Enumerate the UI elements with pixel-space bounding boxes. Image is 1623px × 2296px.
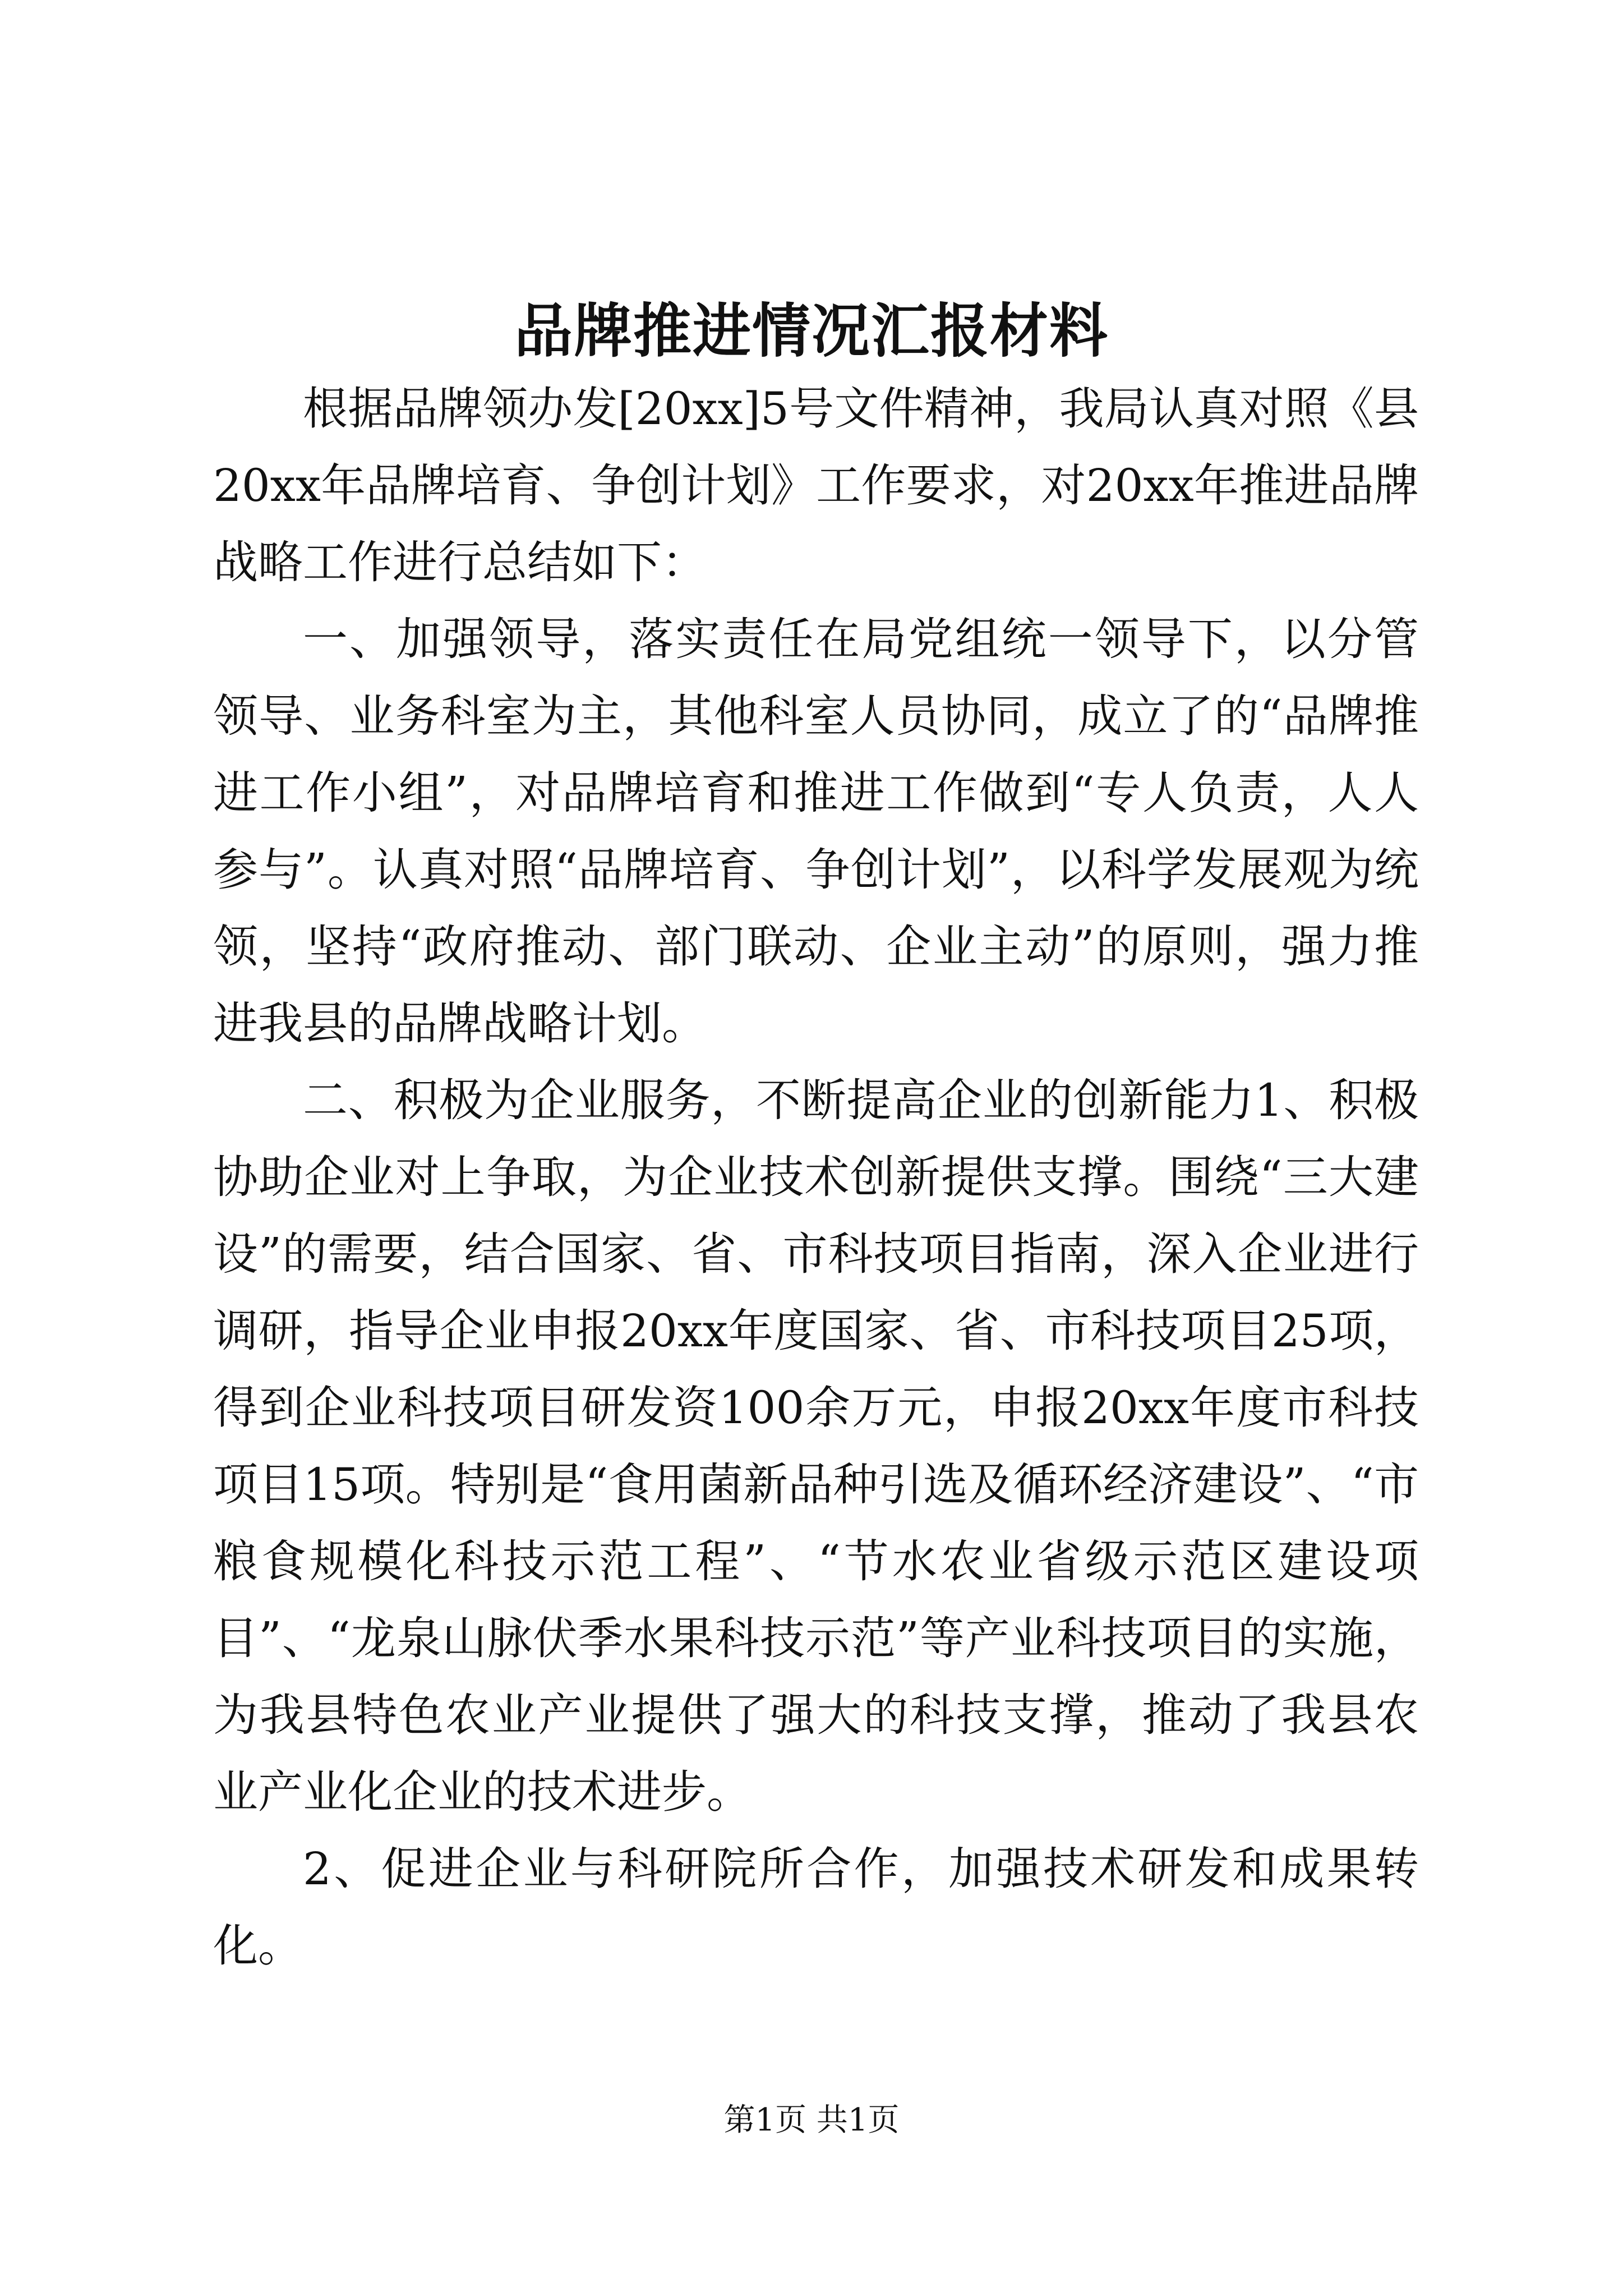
page-footer: 第1页 共1页 <box>723 2102 900 2138</box>
document-body <box>213 370 1419 1984</box>
paragraph-section-1: 一、加强领导，落实责任在局党组统一领导下，以分管领导、业务科室为主，其他科室人员协同，成立了的“品牌推进工作小组”，对品牌培育和推进工作做到“专人负责，人人参与”。认真对照“品牌培育、争创计划”，以科学发展观为统领，坚持“政府推动、部门联动、企业主动”的原则，强力推进我县的品牌战略计划。 <box>213 613 1419 1050</box>
document-title: 品牌推进情况汇报材料 <box>514 296 1109 365</box>
paragraph-section-2: 二、积极为企业服务，不断提高企业的创新能力1、积极协助企业对上争取，为企业技术创新提供支撑。围绕“三大建设”的需要，结合国家、省、市科技项目指南，深入企业进行调研，指导企业申报20xx年度国家、省、市科技项目25项，得到企业科技项目研发资100余万元，申报20xx年度市科技项目15项。特别是“食用菌新品种引选及循环经济建设”、“市粮食规模化科技示范工程”、“节水农业省级示范区建设项目”、“龙泉山脉伏季水果科技示范”等产业科技项目的实施，为我县特色农业产业提供了强大的科技支撑，推动了我县农业产业化企业的技术进步。 <box>213 1074 1419 1818</box>
paragraph-section-2-item-2: 2、促进企业与科研院所合作，加强技术研发和成果转化。 <box>213 1843 1419 1972</box>
paragraph-intro: 根据品牌领办发[20xx]5号文件精神，我局认真对照《县20xx年品牌培育、争创计划》工作要求，对20xx年推进品牌战略工作进行总结如下： <box>213 383 1419 588</box>
